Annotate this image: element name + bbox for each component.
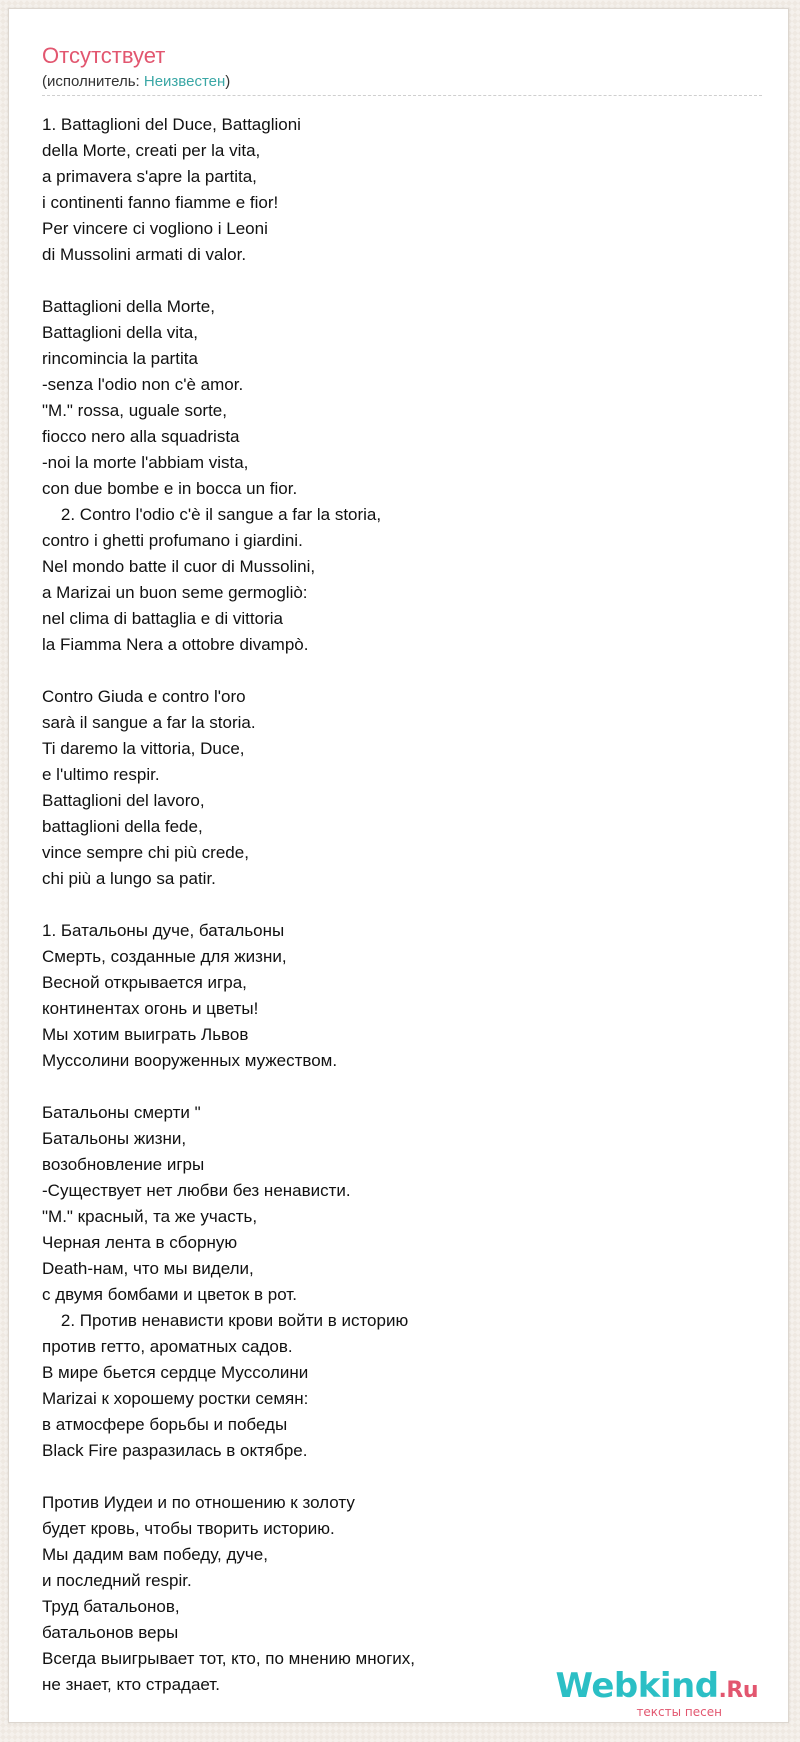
lyric-line: a primavera s'apre la partita, [42,167,257,186]
lyric-line: Всегда выигрывает тот, кто, по мнению многих, [42,1649,416,1668]
lyric-line: -Существует нет любви без ненависти. [42,1181,351,1200]
artist-prefix: (исполнитель: [42,73,144,90]
lyric-line: Nel mondo batte il cuor di Mussolini, [42,557,316,576]
site-logo[interactable] [555,1666,758,1719]
lyric-line: sarà il sangue a far la storia. [42,713,256,732]
logo-tld: .Ru [718,1678,758,1703]
lyric-line: della Morte, creati per la vita, [42,141,261,160]
lyric-line: возобновление игры [42,1155,205,1174]
lyric-line: Battaglioni della Morte, [42,297,215,316]
lyric-line: с двумя бомбами и цветок в рот. [42,1285,297,1304]
lyric-line: Батальоны жизни, [42,1129,187,1148]
lyric-line: Battaglioni della vita, [42,323,198,342]
logo-wordmark [555,1666,758,1708]
song-title: Отсутствует [42,43,166,68]
title-divider [42,95,762,96]
lyric-line: не знает, кто страдает. [42,1675,220,1694]
lyric-line: и последний respir. [42,1571,192,1590]
lyric-line: Мы дадим вам победу, дуче, [42,1545,268,1564]
lyric-line: Муссолини вооруженных мужеством. [42,1051,338,1070]
lyric-line: против гетто, ароматных садов. [42,1337,293,1356]
lyric-line: i continenti fanno fiamme e fior! [42,193,279,212]
lyric-line: 2. Против ненависти крови войти в историю [42,1311,409,1330]
lyric-line: Батальоны смерти " [42,1103,201,1122]
lyric-line: батальонов веры [42,1623,179,1642]
lyric-line: 2. Contro l'odio c'è il sangue a far la storia, [42,505,382,524]
lyric-line: Contro Giuda e contro l'oro [42,687,246,706]
lyric-line: Труд батальонов, [42,1597,180,1616]
lyric-line: Мы хотим выиграть Львов [42,1025,249,1044]
lyric-line: Весной открывается игра, [42,973,247,992]
lyric-line: Ti daremo la vittoria, Duce, [42,739,245,758]
artist-suffix: ) [225,73,231,90]
logo-tagline: тексты песен [636,1705,722,1719]
lyric-line: будет кровь, чтобы творить историю. [42,1519,335,1538]
artist-line [42,73,230,91]
lyrics-text [42,112,762,1698]
artist-link[interactable]: Неизвестен [143,73,226,90]
lyric-line: континентах огонь и цветы! [42,999,259,1018]
lyric-line: nel clima di battaglia e di vittoria [42,609,283,628]
lyric-line: e l'ultimo respir. [42,765,160,784]
lyric-line: "M." rossa, uguale sorte, [42,401,227,420]
lyric-line [42,658,762,684]
lyric-line: rincomincia la partita [42,349,198,368]
logo-main-text: Webkind [555,1666,719,1706]
lyric-line: fiocco nero alla squadrista [42,427,240,446]
lyric-line: -senza l'odio non c'è amor. [42,375,244,394]
lyric-line: di Mussolini armati di valor. [42,245,247,264]
lyric-line: chi più a lungo sa patir. [42,869,216,888]
lyric-line: Battaglioni del lavoro, [42,791,205,810]
lyric-line [42,892,762,918]
lyric-line: Против Иудеи и по отношению к золоту [42,1493,355,1512]
lyric-line: battaglioni della fede, [42,817,203,836]
lyric-line: contro i ghetti profumano i giardini. [42,531,303,550]
lyric-line: -noi la morte l'abbiam vista, [42,453,249,472]
lyric-line: 1. Батальоны дуче, батальоны [42,921,285,940]
lyric-line: Marizai к хорошему ростки семян: [42,1389,309,1408]
lyric-line [42,268,762,294]
lyric-line: в атмосфере борьбы и победы [42,1415,288,1434]
lyric-line: "M." красный, та же участь, [42,1207,258,1226]
lyric-line: Death-нам, что мы видели, [42,1259,254,1278]
lyric-line: Смерть, созданные для жизни, [42,947,287,966]
lyric-line: Black Fire разразилась в октябре. [42,1441,308,1460]
lyric-line: Per vincere ci vogliono i Leoni [42,219,268,238]
lyric-line: con due bombe e in bocca un fior. [42,479,298,498]
lyric-line: 1. Battaglioni del Duce, Battaglioni [42,115,301,134]
lyric-line: a Marizai un buon seme germogliò: [42,583,308,602]
lyric-line: la Fiamma Nera a ottobre divampò. [42,635,309,654]
lyric-line [42,1464,762,1490]
lyric-line [42,1074,762,1100]
lyric-line: Черная лента в сборную [42,1233,238,1252]
lyric-line: vince sempre chi più crede, [42,843,249,862]
lyrics-card [8,8,789,1723]
lyric-line: В мире бьется сердце Муссолини [42,1363,309,1382]
